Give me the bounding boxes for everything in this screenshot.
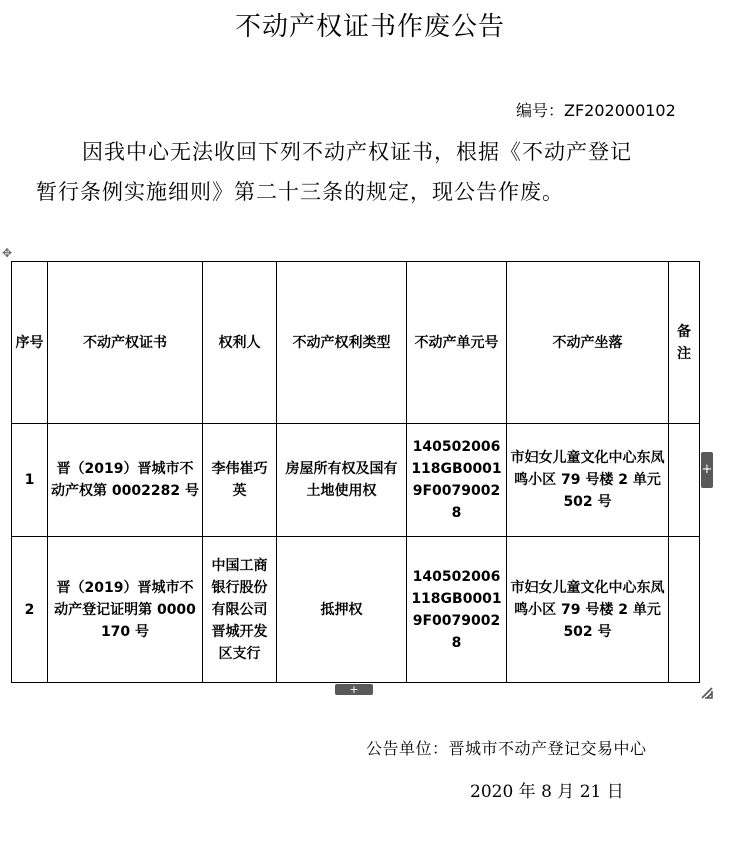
issuing-unit: 公告单位：晋城市不动产登记交易中心 — [366, 739, 647, 758]
cell-remark — [669, 537, 700, 683]
cell-owner: 李伟崔巧英 — [203, 424, 277, 537]
add-column-button[interactable]: + — [701, 452, 713, 488]
cell-right-type: 抵押权 — [277, 537, 407, 683]
cell-unit-number: 140502006118GB00019F00790028 — [407, 537, 507, 683]
cell-remark — [669, 424, 700, 537]
table-resize-icon[interactable] — [701, 684, 713, 696]
cell-certificate: 晋（2019）晋城市不动产权第 0002282 号 — [48, 424, 203, 537]
notice-body-line-1 — [36, 132, 686, 172]
document-number: 编号：ZF202000102 — [516, 101, 676, 120]
header-remark: 备注 — [669, 262, 700, 424]
notice-date: 2020 年 8 月 21 日 — [470, 782, 624, 802]
table-header-row — [12, 262, 700, 424]
table-row — [12, 424, 700, 537]
add-row-button[interactable]: + — [335, 684, 373, 695]
cell-right-type: 房屋所有权及国有土地使用权 — [277, 424, 407, 537]
cell-certificate: 晋（2019）晋城市不动产登记证明第 0000170 号 — [48, 537, 203, 683]
cell-seq: 2 — [12, 537, 48, 683]
cell-seq: 1 — [12, 424, 48, 537]
cell-unit-number: 140502006118GB00019F00790028 — [407, 424, 507, 537]
table-row — [12, 537, 700, 683]
header-seq: 序号 — [12, 262, 48, 424]
cell-owner: 中国工商银行股份有限公司晋城开发区支行 — [203, 537, 277, 683]
void-certificate-table — [11, 261, 700, 683]
notice-body-text-1: 因我中心无法收回下列不动产权证书，根据《不动产登记 — [82, 140, 632, 164]
header-location: 不动产坐落 — [507, 262, 669, 424]
notice-body-line-2: 暂行条例实施细则》第二十三条的规定，现公告作废。 — [36, 180, 564, 204]
header-unit-number: 不动产单元号 — [407, 262, 507, 424]
notice-body — [36, 132, 686, 212]
notice-title: 不动产权证书作废公告 — [234, 12, 505, 42]
cell-location: 市妇女儿童文化中心东凤鸣小区 79 号楼 2 单元 502 号 — [507, 424, 669, 537]
cell-location: 市妇女儿童文化中心东凤鸣小区 79 号楼 2 单元 502 号 — [507, 537, 669, 683]
table-move-handle-icon[interactable]: ✥ — [1, 246, 13, 260]
header-right-type: 不动产权利类型 — [277, 262, 407, 424]
header-owner: 权利人 — [203, 262, 277, 424]
header-certificate: 不动产权证书 — [48, 262, 203, 424]
